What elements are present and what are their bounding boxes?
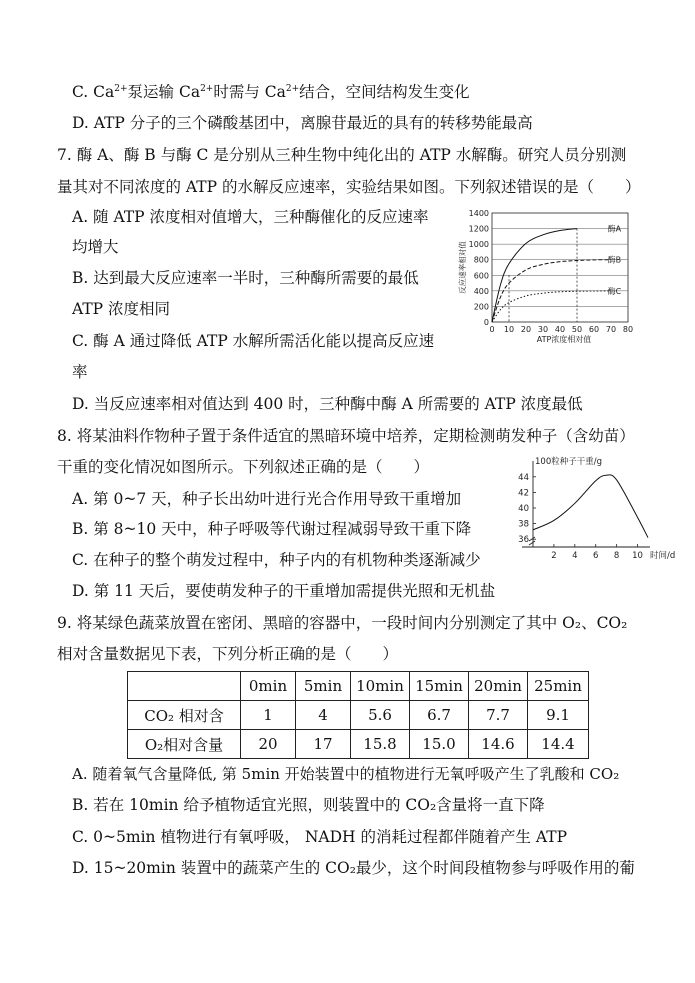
q7-stem-line2: 量其对不同浓度的 ATP 的水解反应速率，实验结果如图。下列叙述错误的是（ ）: [57, 178, 641, 196]
legend-酶B: 酶B: [607, 255, 622, 265]
x-tick-label: 70: [605, 325, 617, 334]
table-cell: 9.1: [528, 701, 589, 730]
x-tick-label: 30: [537, 325, 549, 334]
y-tick-label: 800: [473, 255, 489, 265]
y-tick-label: 0: [483, 318, 489, 327]
x-tick-label: 10: [632, 551, 643, 561]
q8-stem-line1: 8. 将某油料作物种子置于条件适宜的黑暗环境中培养，定期检测萌发种子（含幼苗）: [57, 427, 635, 445]
q9-option-d: D. 15~20min 装置中的蔬菜产生的 CO₂最少，这个时间段植物参与呼吸作用的葡: [72, 859, 635, 877]
table-cell: 1: [241, 701, 296, 730]
q7-option-c-cont: 率: [72, 363, 88, 381]
y-tick-label: 200: [473, 302, 489, 312]
y-tick-label: 44: [518, 472, 529, 483]
y-tick-label: 1200: [468, 224, 489, 234]
table-row-o2: [128, 730, 589, 759]
q7-option-d: D. 当反应速率相对值达到 400 时，三种酶中酶 A 所需要的 ATP 浓度最低: [72, 395, 583, 413]
table-header-row: [128, 672, 589, 701]
q9-stem-line2: 相对含量数据见下表，下列分析正确的是（ ）: [57, 645, 399, 663]
table-cell: 15.0: [410, 730, 469, 759]
q8-option-d: D. 第 11 天后，要使萌发种子的干重增加需提供光照和无机盐: [72, 582, 496, 600]
x-tick-label: 8: [613, 551, 620, 561]
enzyme-rate-chart: [455, 205, 640, 355]
option-d-prev: D. ATP 分子的三个磷酸基团中，离腺苷最近的具有的转移势能最高: [72, 114, 533, 132]
table-header-cell: 10min: [351, 672, 410, 701]
table-cell: 4: [296, 701, 351, 730]
table-cell: 15.8: [351, 730, 410, 759]
option-c-prev: C. $Ca^{2+}$泵运输 $Ca^{2+}$时需与 $Ca^{2+}$结合，空间结构发生变化: [72, 83, 470, 101]
co2-label: CO₂ 相对含: [128, 701, 241, 730]
q8-option-b: B. 第 8~10 天中，种子呼吸等代谢过程减弱导致干重下降: [72, 520, 472, 538]
table-cell: 6.7: [410, 701, 469, 730]
seed-weight-chart: [508, 455, 688, 567]
q7-option-a: A. 随 ATP 浓度相对值增大，三种酶催化的反应速率: [72, 208, 429, 226]
y-tick-label: 42: [518, 488, 529, 499]
x-tick-label: 50: [571, 325, 583, 334]
y-tick-label: 1000: [468, 240, 489, 250]
table-cell: 14.6: [469, 730, 528, 759]
table-header-cell: [128, 672, 241, 701]
q8-stem-line2: 干重的变化情况如图所示。下列叙述正确的是（ ）: [57, 458, 430, 476]
x-tick-label: 80: [622, 325, 634, 334]
q8-option-a: A. 第 0~7 天，种子长出幼叶进行光合作用导致干重增加: [72, 490, 462, 508]
y-axis-label: 反应速率相对值: [458, 241, 467, 294]
x-axis-label: ATP浓度相对值: [536, 335, 592, 344]
q9-stem-line1: 9. 将某绿色蔬菜放置在密闭、黑暗的容器中，一段时间内分别测定了其中 O₂、CO₂: [57, 614, 628, 632]
x-tick-label: 20: [520, 325, 532, 334]
table-cell: 5.6: [351, 701, 410, 730]
y-tick-label: 38: [518, 519, 529, 530]
x-tick-label: 10: [503, 325, 515, 334]
q9-option-b: B. 若在 10min 给予植物适宜光照，则装置中的 CO₂含量将一直下降: [72, 796, 545, 814]
q9-option-a: A. 随着氧气含量降低, 第 5min 开始装置中的植物进行无氧呼吸产生了乳酸和 CO₂: [72, 765, 620, 783]
x-tick-label: 2: [551, 551, 557, 561]
table-header-cell: 5min: [296, 672, 351, 701]
axis-break-mark: [529, 537, 535, 545]
y-tick-label: 600: [473, 271, 489, 281]
x-tick-label: 0: [489, 325, 495, 334]
y-tick-label: 1400: [468, 209, 489, 218]
table-cell: 14.4: [528, 730, 589, 759]
q7-option-c: C. 酶 A 通过降低 ATP 水解所需活化能以提高反应速: [72, 332, 435, 350]
x-tick-label: 40: [554, 325, 566, 334]
legend-酶A: 酶A: [607, 224, 622, 234]
y-tick-label: 400: [473, 286, 489, 296]
x-tick-label: 6: [593, 551, 599, 561]
table-cell: 7.7: [469, 701, 528, 730]
q7-stem-line1: 7. 酶 A、酶 B 与酶 C 是分别从三种生物中纯化出的 ATP 水解酶。研究人员分别测: [57, 146, 627, 164]
table-cell: 20: [241, 730, 296, 759]
x-tick-label: 4: [572, 551, 578, 561]
gas-content-table: [127, 671, 589, 759]
q9-option-c: C. 0~5min 植物进行有氧呼吸， NADH 的消耗过程都伴随着产生 ATP: [72, 828, 568, 846]
q7-option-a-cont: 均增大: [72, 238, 119, 256]
o2-label: O₂相对含量: [128, 730, 241, 759]
table-cell: 17: [296, 730, 351, 759]
legend-酶C: 酶C: [607, 286, 622, 296]
table-header-cell: 0min: [241, 672, 296, 701]
series-dry-weight-line: [533, 475, 648, 538]
table-header-cell: 15min: [410, 672, 469, 701]
table-header-cell: 25min: [528, 672, 589, 701]
y-tick-label: 36: [518, 535, 529, 546]
table-header-cell: 20min: [469, 672, 528, 701]
q7-option-b: B. 达到最大反应速率一半时，三种酶所需要的最低: [72, 269, 419, 287]
q8-option-c: C. 在种子的整个萌发过程中，种子内的有机物种类逐渐减少: [72, 551, 481, 569]
table-row-co2: [128, 701, 589, 730]
y-tick-label: 40: [518, 504, 529, 514]
x-axis-label: 时间/d: [650, 551, 676, 561]
y-axis-label: 100粒种子干重/g: [535, 457, 602, 467]
x-tick-label: 60: [588, 325, 600, 334]
q7-option-b-cont: ATP 浓度相同: [72, 300, 171, 318]
